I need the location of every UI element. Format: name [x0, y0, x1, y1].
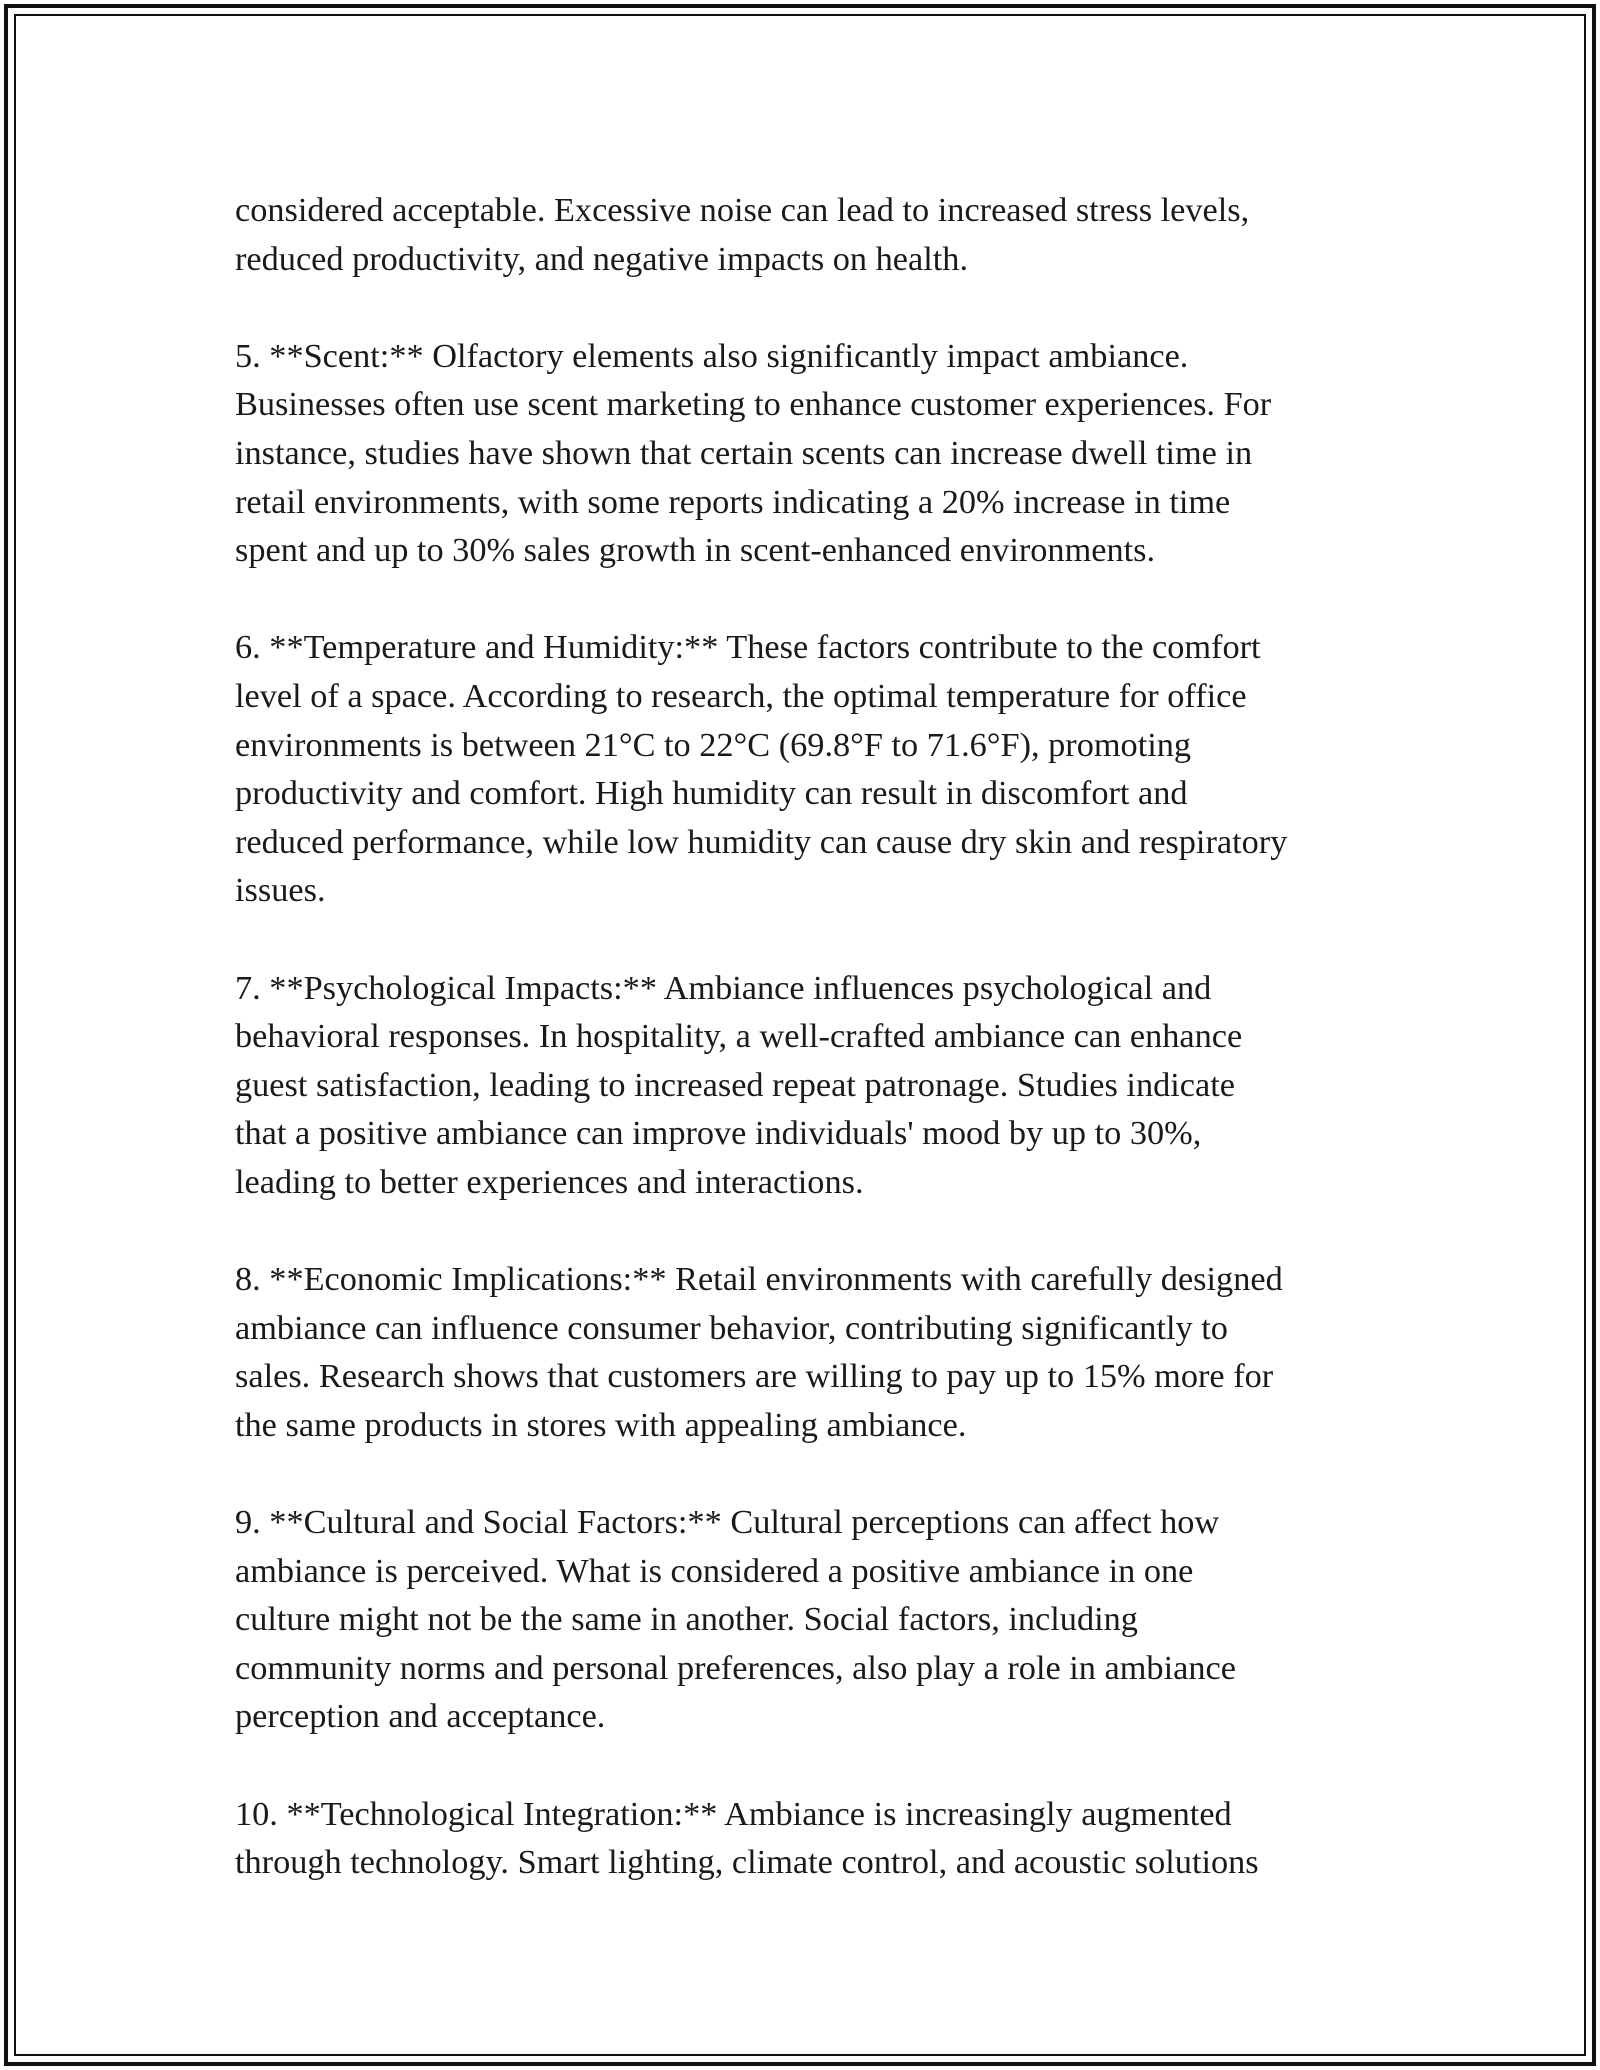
text-line: culture might not be the same in another. Social factors, including	[235, 1600, 1138, 1639]
text-line: level of a space. According to research, the optimal temperature for office	[235, 676, 1247, 715]
text-line: behavioral responses. In hospitality, a well-crafted ambiance can enhance	[235, 1017, 1243, 1056]
text-line: ambiance is perceived. What is considered a positive ambiance in one	[235, 1551, 1194, 1590]
text-line: 6. **Temperature and Humidity:** These factors contribute to the comfort	[235, 628, 1261, 667]
document-body	[235, 186, 1385, 1935]
text-line: guest satisfaction, leading to increased repeat patronage. Studies indicate	[235, 1065, 1235, 1104]
text-line: 7. **Psychological Impacts:** Ambiance influences psychological and	[235, 968, 1212, 1007]
paragraph-economic-implications	[235, 1255, 1385, 1449]
text-line: 10. **Technological Integration:** Ambiance is increasingly augmented	[235, 1794, 1232, 1833]
text-line: the same products in stores with appealing ambiance.	[235, 1405, 967, 1444]
text-line: considered acceptable. Excessive noise can lead to increased stress levels,	[235, 191, 1250, 229]
text-line: spent and up to 30% sales growth in scent-enhanced environments.	[235, 531, 1156, 570]
text-line: that a positive ambiance can improve individuals' mood by up to 30%,	[235, 1114, 1202, 1153]
text-line: productivity and comfort. High humidity can result in discomfort and	[235, 774, 1188, 813]
text-line: Businesses often use scent marketing to enhance customer experiences. For	[235, 385, 1272, 424]
text-line: 5. **Scent:** Olfactory elements also significantly impact ambiance.	[235, 336, 1189, 375]
text-line: ambiance can influence consumer behavior, contributing significantly to	[235, 1308, 1228, 1347]
paragraph-cultural-social-factors	[235, 1498, 1385, 1741]
paragraph-technological-integration	[235, 1790, 1385, 1887]
text-line: reduced performance, while low humidity can cause dry skin and respiratory	[235, 822, 1288, 861]
paragraph-temperature-humidity	[235, 623, 1385, 915]
text-line: through technology. Smart lighting, climate control, and acoustic solutions	[235, 1843, 1259, 1882]
text-line: instance, studies have shown that certain scents can increase dwell time in	[235, 433, 1253, 472]
text-line: environments is between 21°C to 22°C (69.8°F to 71.6°F), promoting	[235, 725, 1192, 764]
text-line: reduced productivity, and negative impacts on health.	[235, 239, 969, 278]
text-line: perception and acceptance.	[235, 1697, 606, 1736]
text-line: 9. **Cultural and Social Factors:** Cultural perceptions can affect how	[235, 1503, 1220, 1542]
paragraph-psychological-impacts	[235, 964, 1385, 1207]
paragraph-noise-continuation	[235, 186, 1385, 283]
paragraph-scent	[235, 332, 1385, 575]
text-line: leading to better experiences and interactions.	[235, 1162, 864, 1201]
text-line: community norms and personal preferences, also play a role in ambiance	[235, 1648, 1236, 1687]
text-line: issues.	[235, 871, 326, 910]
text-line: retail environments, with some reports indicating a 20% increase in time	[235, 482, 1231, 521]
text-line: 8. **Economic Implications:** Retail environments with carefully designed	[235, 1260, 1283, 1299]
text-line: sales. Research shows that customers are willing to pay up to 15% more for	[235, 1357, 1274, 1396]
